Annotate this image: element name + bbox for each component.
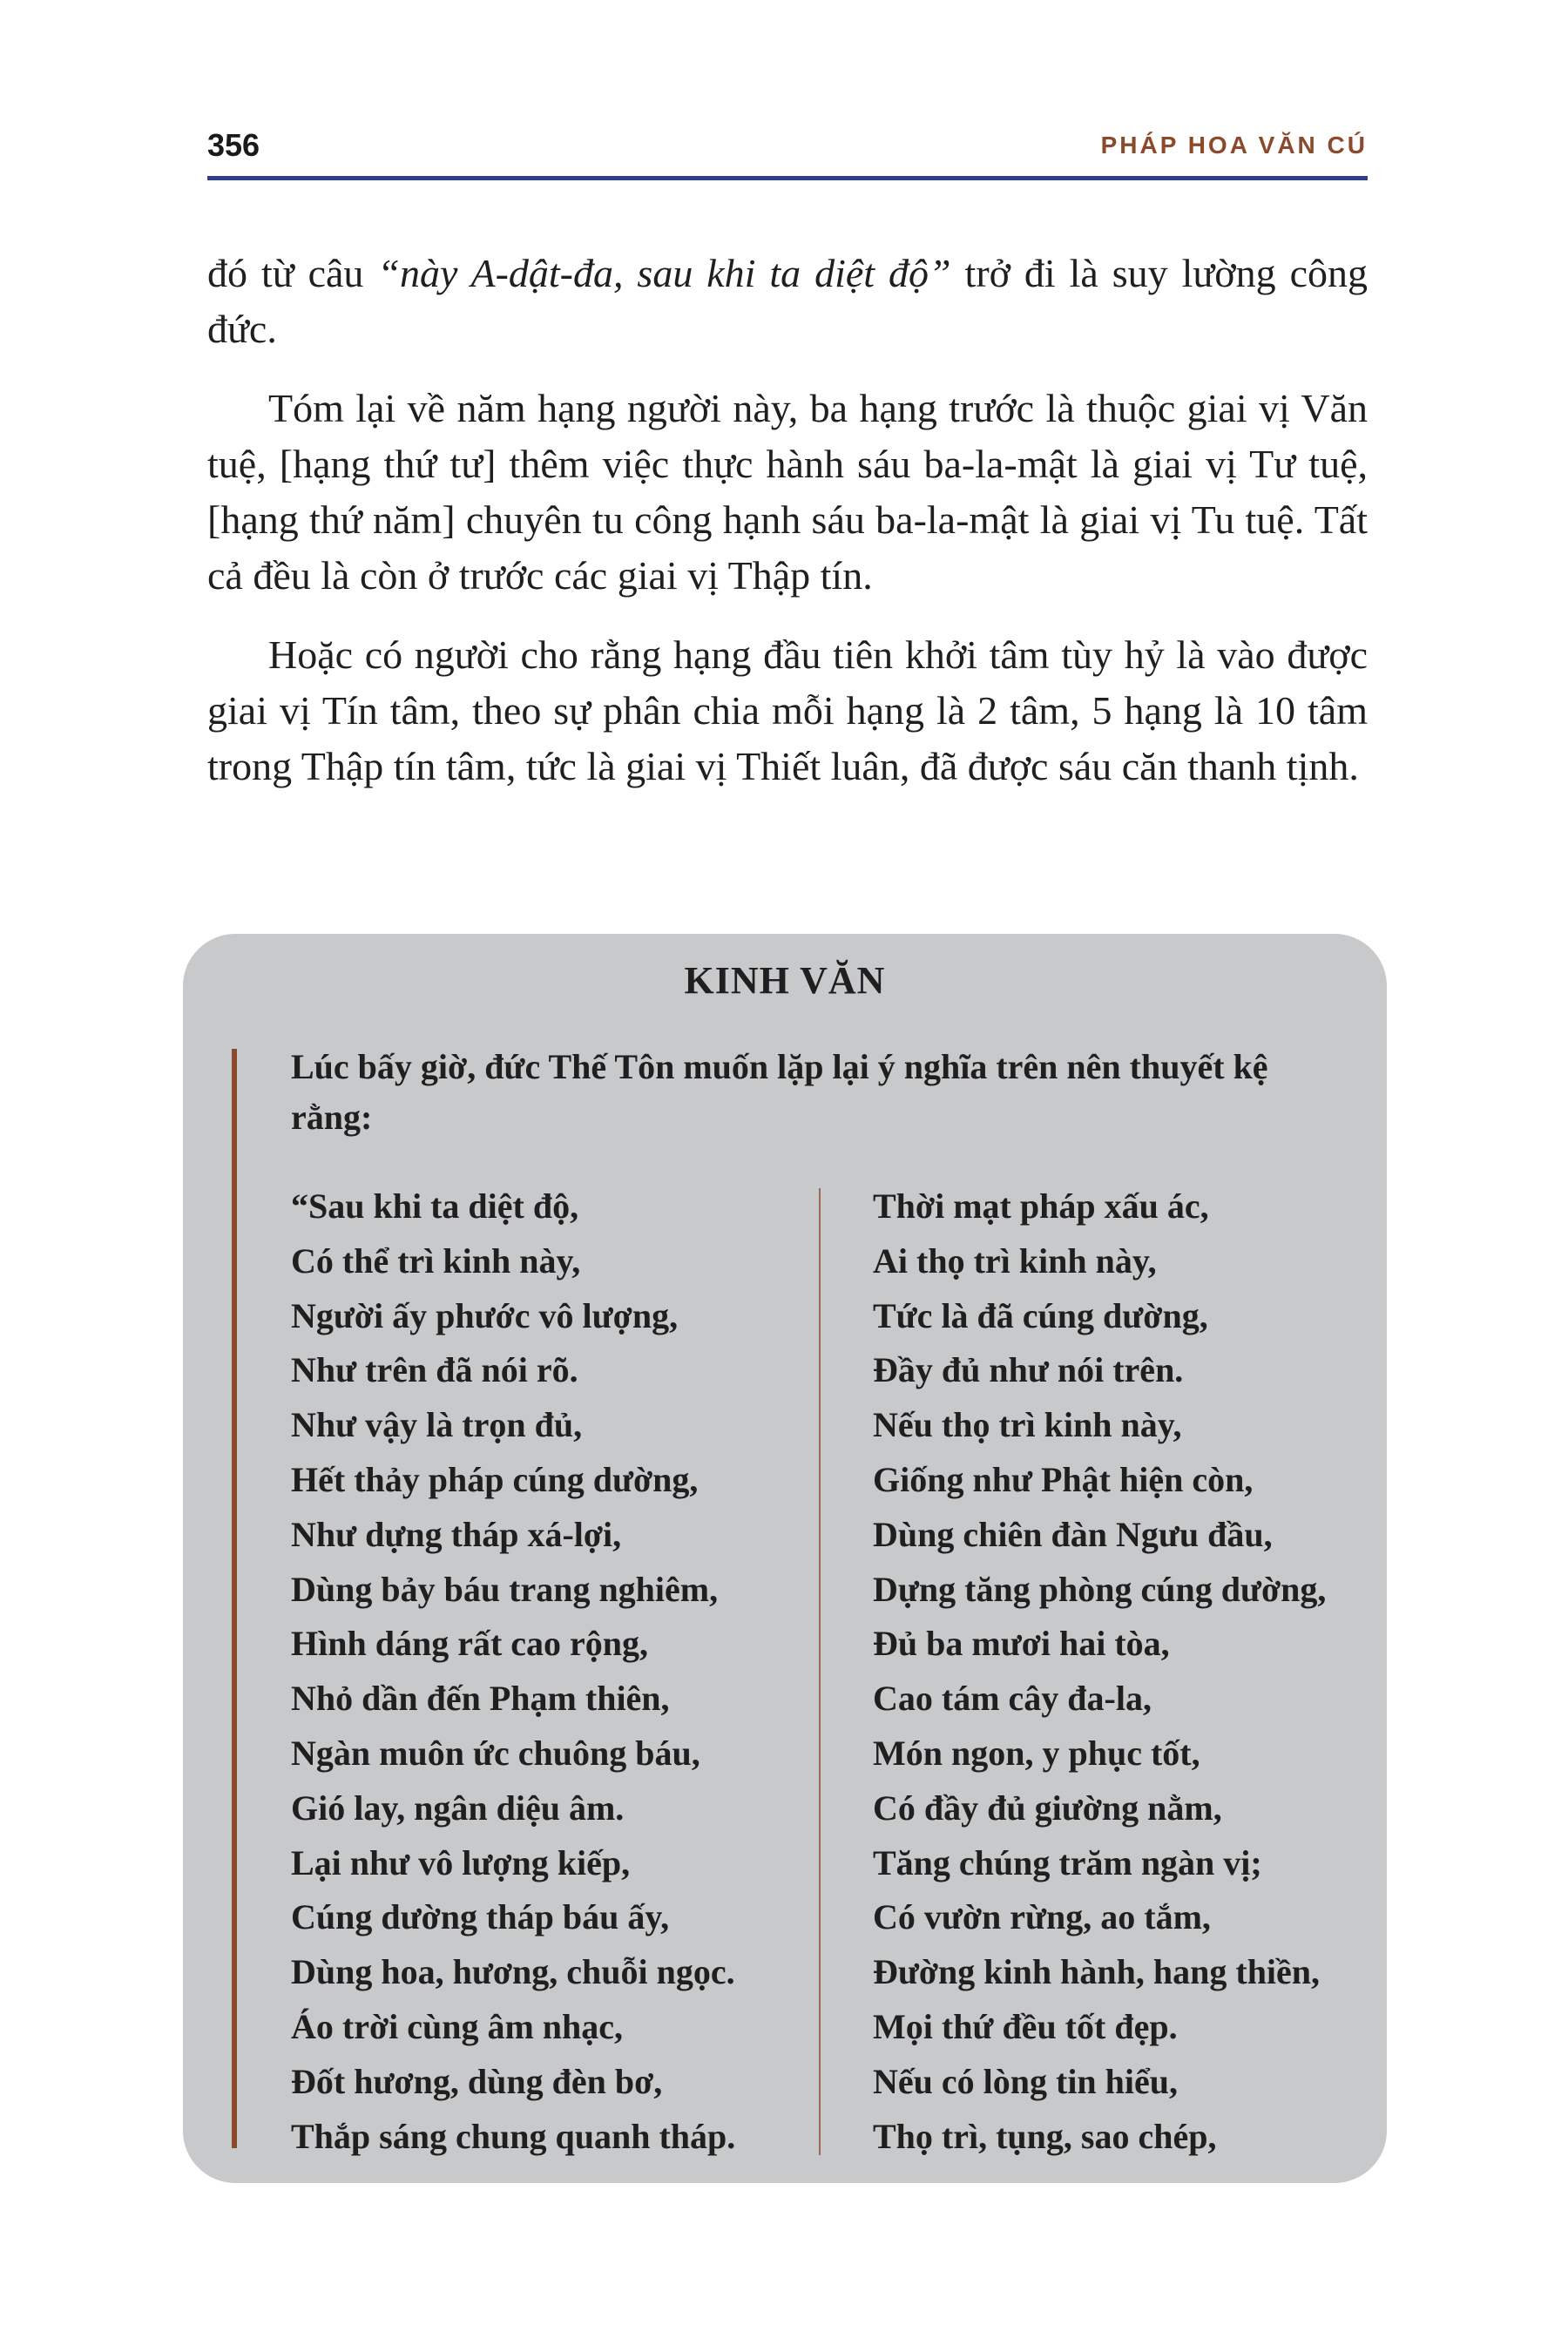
verse-line: Có đầy đủ giường nằm, [873, 1788, 1222, 1828]
sutra-heading: KINH VĂN [684, 959, 886, 1002]
verse-line: Món ngon, y phục tốt, [873, 1733, 1200, 1773]
verse-line: Đủ ba mươi hai tòa, [873, 1624, 1170, 1664]
verse-line: Dùng chiên đàn Ngưu đầu, [873, 1514, 1273, 1554]
verse-line: Có thể trì kinh này, [291, 1240, 581, 1281]
verse-line: Đường kinh hành, hang thiền, [873, 1952, 1321, 1992]
verse-line: Đầy đủ như nói trên. [873, 1350, 1184, 1390]
quoted-phrase: “này A-dật-đa, sau khi ta diệt độ” [377, 251, 951, 295]
accent-bar [232, 1049, 237, 2148]
verse-line: Cúng dường tháp báu ấy, [291, 1897, 670, 1937]
verse-line: Người ấy phước vô lượng, [291, 1295, 679, 1335]
verse-line: Thọ trì, tụng, sao chép, [873, 2116, 1217, 2156]
verse-column-right [873, 1179, 1378, 2164]
page-header [207, 126, 1368, 173]
page-number: 356 [207, 127, 260, 163]
verse-line: Mọi thứ đều tốt đẹp. [873, 2006, 1178, 2046]
verse-line: Như dựng tháp xá-lợi, [291, 1514, 622, 1554]
paragraph-1-tail: trở đi là suy lường công đức. [207, 251, 1368, 351]
column-divider [819, 1188, 821, 2155]
verse-line: Có vườn rừng, ao tắm, [873, 1897, 1211, 1937]
running-title: PHÁP HOA VĂN CÚ [1100, 132, 1368, 159]
verse-line: Tăng chúng trăm ngàn vị; [873, 1842, 1262, 1882]
sutra-intro: Lúc bấy giờ, đức Thế Tôn muốn lặp lại ý nghĩa trên nên thuyết kệ rằng: [291, 1047, 1268, 1137]
verse-line: Ngàn muôn ức chuông báu, [291, 1733, 700, 1773]
body-text [207, 246, 1368, 818]
verse-line: Thời mạt pháp xấu ác, [873, 1186, 1209, 1226]
verse-line: Đốt hương, dùng đèn bơ, [291, 2061, 663, 2101]
verse-line: Gió lay, ngân diệu âm. [291, 1788, 625, 1828]
verse-line: Cao tám cây đa-la, [873, 1679, 1152, 1719]
verse-line: Giống như Phật hiện còn, [873, 1459, 1254, 1499]
verse-line: Thắp sáng chung quanh tháp. [291, 2116, 736, 2156]
verse-line: Hết thảy pháp cúng dường, [291, 1459, 699, 1499]
paragraph-3: Hoặc có người cho rằng hạng đầu tiên khởi tâm tùy hỷ là vào được giai vị Tín tâm, theo sự phân chia mỗi hạng là 2 tâm, 5 hạng là 10 tâm trong Thập tín tâm, tức là giai vị Thiết luân, đã được sáu căn thanh tịnh. [207, 632, 1368, 788]
sutra-box [183, 934, 1387, 2183]
verse-line: Như trên đã nói rõ. [291, 1350, 578, 1390]
verse-line: Lại như vô lượng kiếp, [291, 1842, 631, 1882]
verse-column-left [291, 1179, 814, 2164]
verse-line: Hình dáng rất cao rộng, [291, 1624, 649, 1664]
verse-line: Như vậy là trọn đủ, [291, 1405, 583, 1445]
verse-line: Dùng bảy báu trang nghiêm, [291, 1569, 719, 1609]
header-rule [207, 176, 1368, 180]
verse-line: Dựng tăng phòng cúng dường, [873, 1569, 1327, 1609]
paragraph-1 [207, 246, 1368, 357]
verse-line: Nếu thọ trì kinh này, [873, 1405, 1182, 1445]
paragraph-2: Tóm lại về năm hạng người này, ba hạng trước là thuộc giai vị Văn tuệ, [hạng thứ tư] thêm việc thực hành sáu ba-la-mật là giai vị Tư tuệ, [hạng thứ năm] chuyên tu công hạnh sáu ba-la-mật là giai vị Tu tuệ. Tất cả đều là còn ở trước các giai vị Thập tín. [207, 386, 1368, 598]
verse-line: Ai thọ trì kinh này, [873, 1240, 1157, 1281]
verse-line: Áo trời cùng âm nhạc, [291, 2006, 624, 2046]
verse-line: Tức là đã cúng dường, [873, 1295, 1208, 1335]
paragraph-1-lead: đó từ câu [207, 251, 378, 295]
verse-line: Dùng hoa, hương, chuỗi ngọc. [291, 1952, 735, 1992]
verse-line: Nếu có lòng tin hiểu, [873, 2061, 1179, 2101]
verse-line: “Sau khi ta diệt độ, [291, 1186, 579, 1226]
verse-line: Nhỏ dần đến Phạm thiên, [291, 1679, 670, 1719]
